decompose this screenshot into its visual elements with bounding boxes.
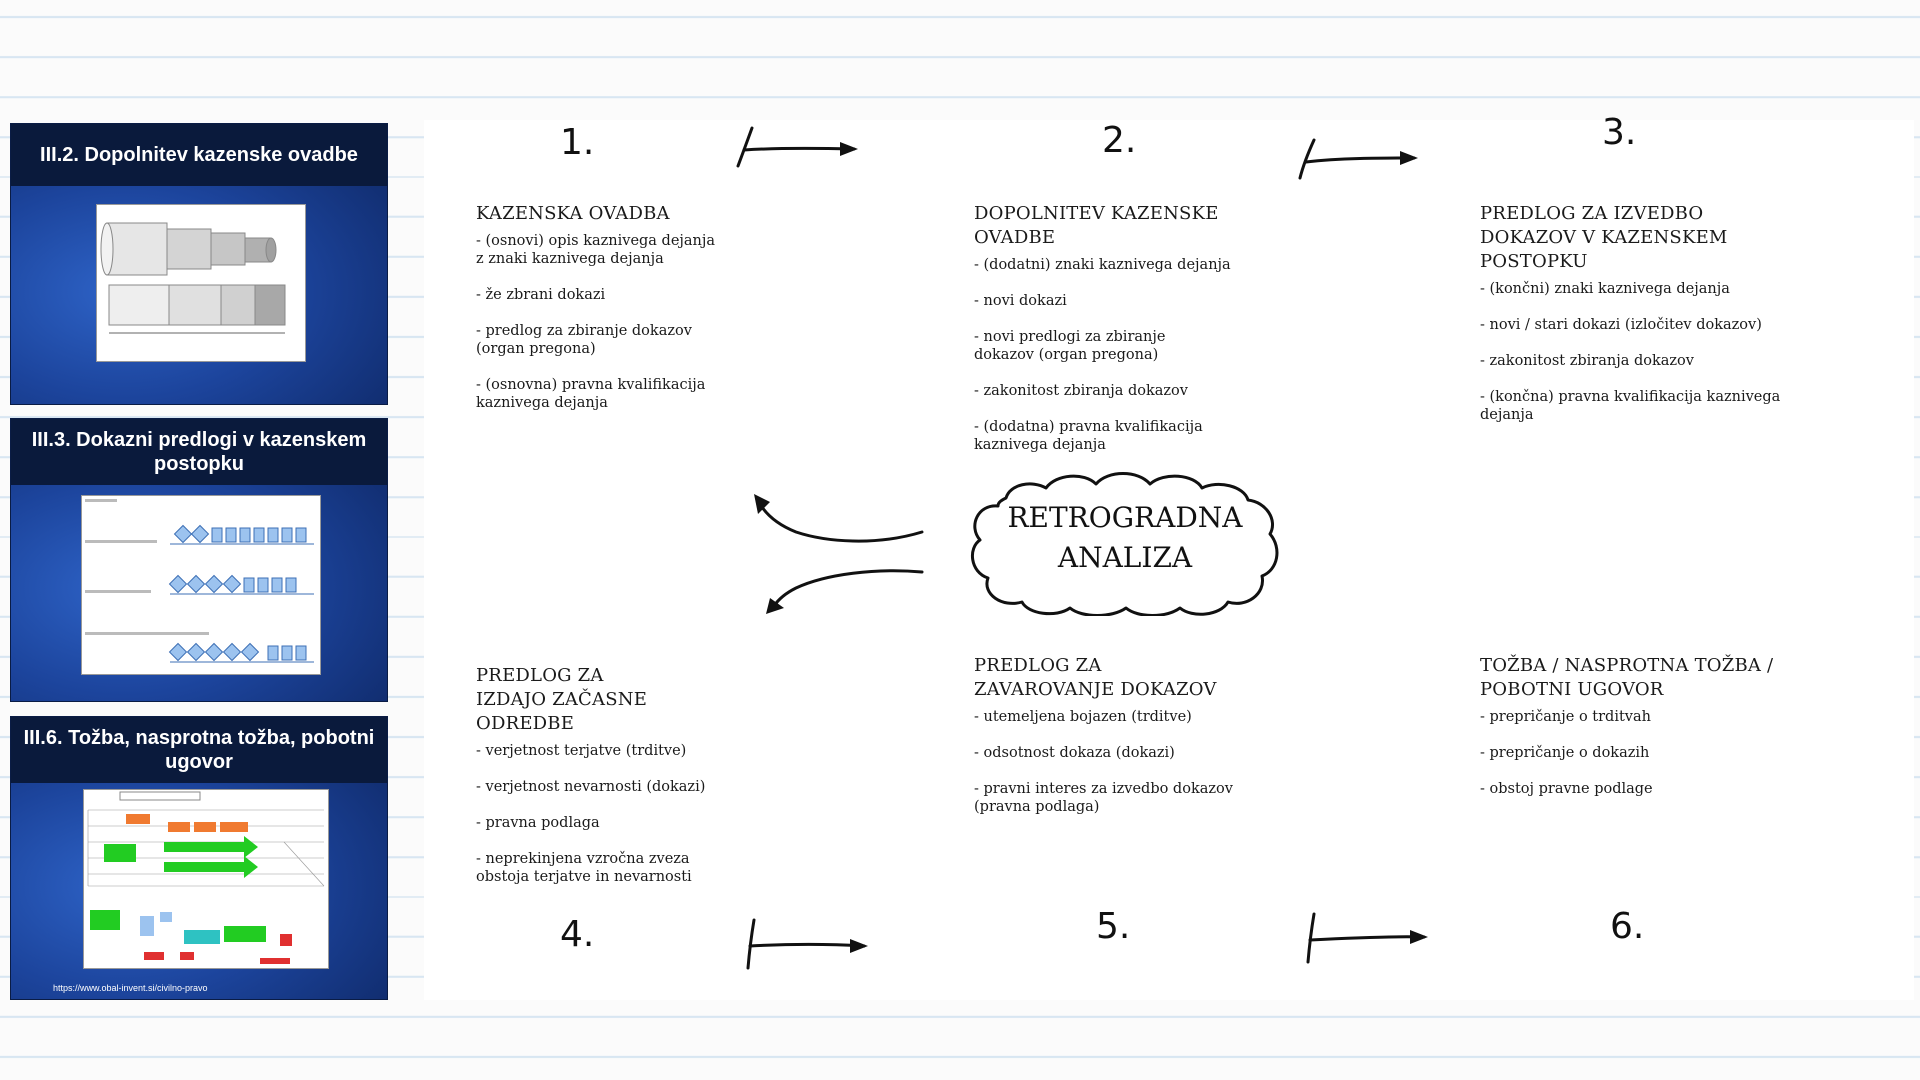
step-block-6 — [1480, 654, 1800, 816]
step-title: KAZENSKA OVADBA — [476, 203, 670, 224]
step-title: PREDLOG ZA IZDAJO ZAČASNE ODREDBE — [476, 665, 648, 734]
step-title: PREDLOG ZA ZAVAROVANJE DOKAZOV — [974, 655, 1217, 700]
list-item: - novi / stari dokazi (izločitev dokazov) — [1480, 317, 1762, 333]
step-number-3: 3. — [1602, 112, 1637, 153]
list-item: - (dodatna) pravna kvalifikacija kaznivega dejanja — [974, 419, 1203, 453]
list-item: - zakonitost zbiranja dokazov — [974, 383, 1188, 399]
list-item: - pravni interes za izvedbo dokazov (pravna podlaga) — [974, 781, 1233, 815]
list-item: - obstoj pravne podlage — [1480, 781, 1653, 797]
list-item: - (dodatni) znaki kaznivega dejanja — [974, 257, 1231, 273]
slide-title: III.6. Tožba, nasprotna tožba, pobotni ugovor — [11, 717, 387, 783]
step-number-5: 5. — [1096, 906, 1131, 947]
step-block-2 — [974, 202, 1274, 472]
arrow-retrograde-upper — [746, 488, 926, 568]
list-item: - predlog za zbiranje dokazov (organ pregona) — [476, 323, 692, 357]
step-title: TOŽBA / NASPROTNA TOŽBA / POBOTNI UGOVOR — [1480, 655, 1774, 700]
arrow-1-to-2 — [734, 120, 874, 180]
center-label — [966, 498, 1284, 578]
slide-title: III.2. Dopolnitev kazenske ovadbe — [11, 124, 387, 186]
step-number-4: 4. — [560, 914, 595, 955]
step-number-1: 1. — [560, 122, 595, 163]
list-item: - (osnovna) pravna kvalifikacija kaznivega dejanja — [476, 377, 706, 411]
list-item: - verjetnost nevarnosti (dokazi) — [476, 779, 706, 795]
arrow-4-to-5 — [744, 916, 884, 976]
list-item: - (končni) znaki kaznivega dejanja — [1480, 281, 1730, 297]
step-block-3 — [1480, 202, 1800, 442]
list-item: - prepričanje o dokazih — [1480, 745, 1650, 761]
list-item: - neprekinjena vzročna zveza obstoja terjatve in nevarnosti — [476, 851, 692, 885]
step-block-5 — [974, 654, 1274, 834]
list-item: - pravna podlaga — [476, 815, 600, 831]
slide-title: III.3. Dokazni predlogi v kazenskem postopku — [11, 419, 387, 485]
cylinder-diagram — [97, 205, 305, 361]
slide-thumbnail-tozba[interactable] — [10, 716, 388, 1000]
slide-diagram-image — [83, 789, 329, 969]
flowchart-diagram — [84, 790, 328, 968]
slide-thumbnail-dopolnitev[interactable] — [10, 123, 388, 405]
list-item: - prepričanje o trditvah — [1480, 709, 1651, 725]
whiteboard — [424, 112, 1914, 1000]
center-label-line2: ANALIZA — [1057, 541, 1193, 574]
list-item: - že zbrani dokazi — [476, 287, 606, 303]
slide-diagram-image — [81, 495, 321, 675]
list-item: - (osnovi) opis kaznivega dejanja z znaki kaznivega dejanja — [476, 233, 716, 267]
list-item: - utemeljena bojazen (trditve) — [974, 709, 1192, 725]
list-item: - (končna) pravna kvalifikacija kaznivega dejanja — [1480, 389, 1781, 423]
slide-url[interactable]: https://www.obal-invent.si/civilno-pravo — [53, 983, 208, 993]
list-item: - novi dokazi — [974, 293, 1067, 309]
step-block-4 — [476, 664, 716, 904]
arrow-2-to-3 — [1296, 128, 1436, 188]
step-title: DOPOLNITEV KAZENSKE OVADBE — [974, 203, 1219, 248]
step-number-6: 6. — [1610, 906, 1645, 947]
step-title: PREDLOG ZA IZVEDBO DOKAZOV V KAZENSKEM POSTOPKU — [1480, 203, 1728, 272]
slide-diagram-image — [96, 204, 306, 362]
list-item: - zakonitost zbiranja dokazov — [1480, 353, 1694, 369]
list-item: - novi predlogi za zbiranje dokazov (organ pregona) — [974, 329, 1166, 363]
evidence-rows-diagram — [82, 496, 320, 674]
list-item: - odsotnost dokaza (dokazi) — [974, 745, 1175, 761]
arrow-5-to-6 — [1304, 910, 1444, 970]
slide-thumbnail-dokazni-predlogi[interactable] — [10, 418, 388, 702]
step-block-1 — [476, 202, 716, 430]
step-number-2: 2. — [1102, 120, 1137, 161]
center-label-line1: RETROGRADNA — [1007, 501, 1243, 534]
arrow-retrograde-lower — [756, 560, 936, 630]
list-item: - verjetnost terjatve (trditve) — [476, 743, 687, 759]
retrograde-analysis-cloud — [966, 468, 1284, 616]
